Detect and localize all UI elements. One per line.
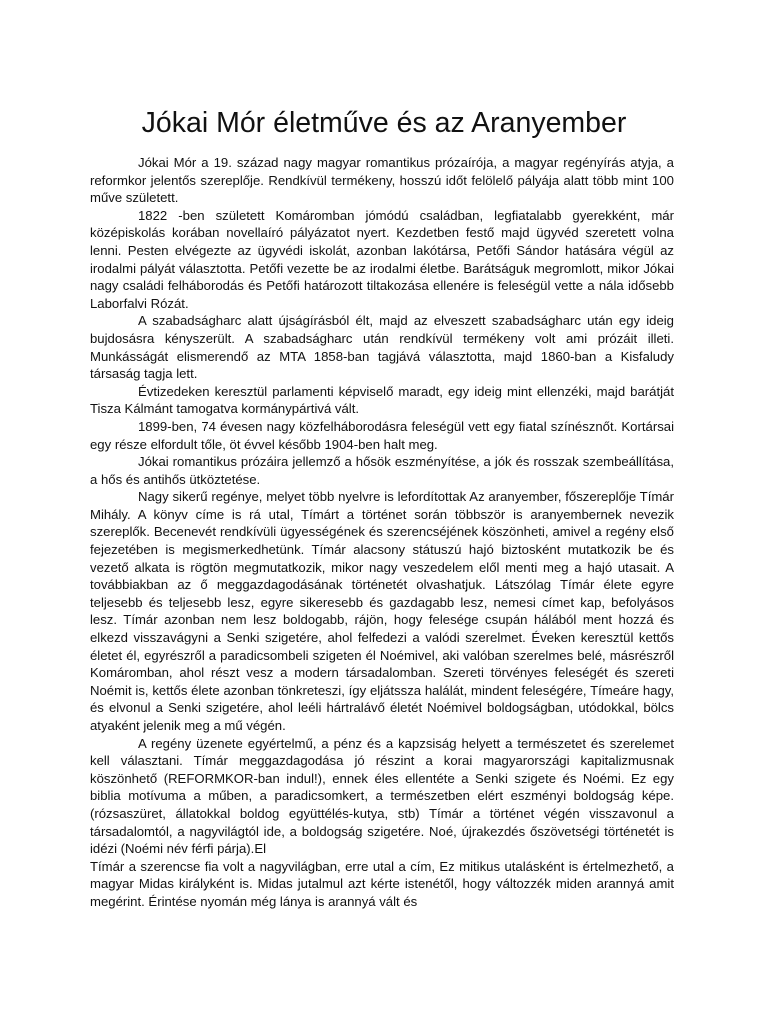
paragraph: Nagy sikerű regénye, melyet több nyelvre is lefordítottak Az aranyember, főszereplője Tímár Mihály. A könyv címe is rá utal, Tímárt a történet során többször is aranyembernek nevezik szereplők. Becenevét rendkívüli ügyességének és szerencséjének köszönheti, amivel a regény első fejezetében is megismerkedhetünk. Tímár alacsony státuszú hajó biztosként mutatkozik be és vezető alkata is rögtön megmutatkozik, mikor nagy veszedelem elől menti meg a hajó utasait. A továbbiakban az ő meggazdagodásának történetét olvashatjuk. Látszólag Tímár élete egyre teljesebb és teljesebb lesz, egyre sikeresebb és gazdagabb lesz, nemesi címet kap, befolyásos lesz. Tímár azonban nem lesz boldogabb, rájön, hogy felesége csupán hálából ment hozzá és elkezd visszavágyni a Senki szigetére, ahol felfedezi a valódi szerelmet. Éveken keresztül kettős életet él, egyrészről a paradicsombeli szigeten él Noémivel, aki valóban szerelmes belé, másrészről Komáromban, ahol részt vesz a modern társadalomban. Szereti törvényes feleségét és szereti Noémit is, kettős élete azonban tönkreteszi, így eljátssza halálát, mindent feleségére, Tímeáre hagy, és elvonul a Senki szigetére, ahol leéli hártralávő életét Noémivel boldogságban, utódokkal, bölcs atyaként jelenik meg a mű végén. [90,489,674,733]
paragraph: Jókai Mór a 19. század nagy magyar romantikus prózaírója, a magyar regényírás atyja, a reformkor jelentős szereplője. Rendkívül termékeny, hosszú időt felölelő pályája alatt több mint 100 műve született. [90,155,674,206]
paragraph: Jókai romantikus prózáira jellemző a hősök eszményítése, a jók és rosszak szembeállítása, a hős és antihős ütköztetése. [90,454,674,487]
paragraph: A szabadságharc alatt újságírásból élt, majd az elveszett szabadságharc után egy ideig bujdosásra kényszerült. A szabadságharc után rendkívül termékeny volt ami prózáit illeti. Munkásságát elismerendő az MTA 1858-ban tagjává választotta, majd 1860-ban a Kisfaludy társaság tagja lett. [90,313,674,382]
paragraph: A regény üzenete egyértelmű, a pénz és a kapzsiság helyett a természetet és szerelemet kell választani. Tímár meggazdagodása jó részint a korai magyarországi kapitalizmusnak köszönhető (REFORMKOR-ban indul!), ennek éles ellentéte a Senki szigete és Noémi. Ez egy biblia motívuma a műben, a paradicsomkert, a természetben elért eszményi boldogság képe.(rózsaszüret, állatokkal boldog együttélés-kutya, stb) Tímár a történet végén visszavonul a társadalomtól, a nagyvilágtól ide, a boldogság szigetére. Noé, újrakezdés őszövetségi történetét is idézi (Noémi név férfi párja).El [90,735,674,857]
paragraph: Tímár a szerencse fia volt a nagyvilágban, erre utal a cím, Ez mitikus utalásként is értelmezhető, a magyar Midas királyként is. Midas jutalmul azt kérte istenétől, hogy változzék miden arannyá amit megérint. Érintése nyomán még lánya is arannyá vált és [90,858,674,909]
paragraph: Évtizedeken keresztül parlamenti képviselő maradt, egy ideig mint ellenzéki, majd barátját Tisza Kálmánt tamogatva kormánypártivá vált. [90,383,674,417]
document-body [90,154,674,911]
paragraph: 1899-ben, 74 évesen nagy közfelháborodásra feleségül vett egy fiatal színésznőt. Kortársai egy része elfordult tőle, öt évvel később 1904-ben halt meg. [90,418,674,452]
document-title: Jókai Mór életműve és az Aranyember [141,107,627,139]
paragraph: 1822 -ben született Komáromban jómódú családban, legfiatalabb gyerekként, már középiskolás korában novellaíró pályázatot nyert. Kezdetben festő majd ügyvéd szeretett volna lenni. Pesten elvégezte az ügyvédi iskolát, azonban lakótársa, Petőfi Sándor hatására végül az irodalmi pályát választotta. Petőfi vezette be az irodalmi életbe. Barátságuk megromlott, mikor Jókai nagy családi felháborodás és Petőfi határozott tiltakozása ellenére is feleségül vette a nála idősebb Laborfalvi Rózát. [90,207,674,311]
